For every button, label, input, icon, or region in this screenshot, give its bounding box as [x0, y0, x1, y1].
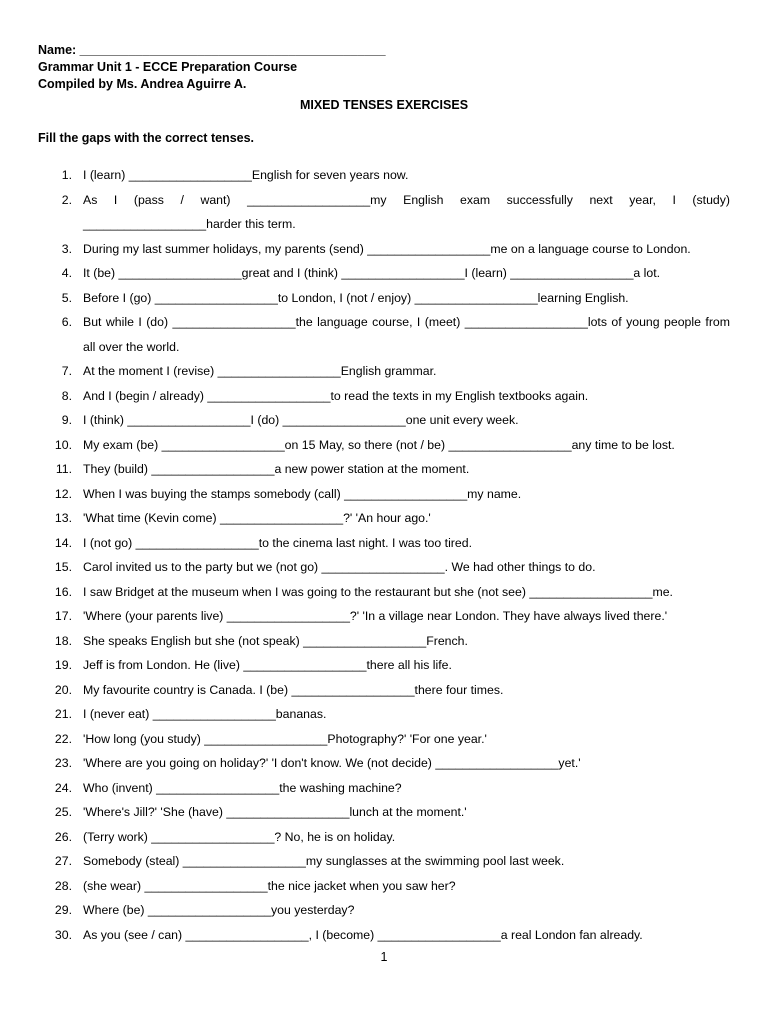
- exercise-text: During my last summer holidays, my parents (send) __________________me on a language course to London.: [83, 241, 691, 256]
- exercise-text: Who (invent) __________________the washing machine?: [83, 780, 402, 795]
- exercise-text: 'How long (you study) __________________Photography?' 'For one year.': [83, 731, 487, 746]
- exercise-number: 5.: [61, 290, 72, 305]
- exercise-number: 4.: [61, 266, 72, 280]
- exercise-text: (Terry work) __________________? No, he is on holiday.: [83, 829, 396, 844]
- exercise-text: I (learn) __________________English for seven years now.: [83, 168, 409, 182]
- exercise-number: 8.: [61, 388, 72, 403]
- exercise-text: As I (pass / want) __________________my English exam successfully next year, I (study) __________________harder this term.: [83, 192, 730, 231]
- exercise-item: [0, 800, 768, 825]
- exercise-text: My exam (be) __________________on 15 May, so there (not / be) __________________any time to be lost.: [83, 437, 675, 452]
- exercise-item: [0, 898, 768, 923]
- exercise-number: 19.: [54, 658, 72, 672]
- exercise-text: They (build) __________________a new power station at the moment.: [83, 462, 470, 476]
- exercise-text: As you (see / can) __________________, I (become) __________________a real London fan already.: [83, 927, 643, 942]
- page-number: 1: [380, 950, 388, 964]
- exercise-item: [0, 923, 768, 948]
- exercise-item: [0, 531, 768, 556]
- exercise-item: [0, 408, 768, 433]
- exercise-item: [0, 310, 768, 359]
- exercise-number: 22.: [54, 731, 72, 746]
- exercise-item: [0, 678, 768, 703]
- exercise-text: 'Where are you going on holiday?' 'I don't know. We (not decide) __________________yet.': [83, 756, 581, 770]
- unit-line: Grammar Unit 1 - ECCE Preparation Course: [38, 60, 298, 74]
- exercise-number: 20.: [54, 682, 72, 697]
- exercise-text: 'What time (Kevin come) __________________?' 'An hour ago.': [83, 511, 431, 525]
- exercise-text: Somebody (steal) __________________my sunglasses at the swimming pool last week.: [83, 854, 565, 868]
- exercise-number: 10.: [54, 437, 72, 452]
- exercise-text: (she wear) __________________the nice jacket when you saw her?: [83, 878, 456, 893]
- exercise-item: [0, 482, 768, 507]
- exercise-item: [0, 359, 768, 384]
- exercise-text: I saw Bridget at the museum when I was going to the restaurant but she (not see) __________________me.: [83, 584, 673, 599]
- exercise-item: [0, 702, 768, 727]
- exercise-item: [0, 555, 768, 580]
- exercise-number: 29.: [54, 903, 72, 917]
- exercise-item: [0, 188, 768, 237]
- exercise-number: 28.: [54, 878, 72, 893]
- worksheet-header: [38, 42, 386, 93]
- exercise-item: [0, 825, 768, 850]
- exercise-item: [0, 874, 768, 899]
- exercise-number: 12.: [54, 486, 72, 501]
- instructions: Fill the gaps with the correct tenses.: [38, 131, 255, 145]
- exercise-item: [0, 286, 768, 311]
- exercise-text: I (think) __________________I (do) __________________one unit every week.: [83, 413, 519, 427]
- exercise-number: 21.: [54, 707, 72, 721]
- exercise-text: Jeff is from London. He (live) __________________there all his life.: [83, 658, 452, 672]
- exercise-number: 17.: [54, 609, 72, 623]
- exercise-item: [0, 604, 768, 629]
- exercise-text: She speaks English but she (not speak) __________________French.: [83, 633, 468, 648]
- exercise-list: [0, 163, 768, 947]
- exercise-text: Carol invited us to the party but we (not go) __________________. We had other things to do.: [83, 560, 596, 574]
- exercise-text: 'Where's Jill?' 'She (have) __________________lunch at the moment.': [83, 805, 467, 819]
- exercise-item: [0, 457, 768, 482]
- exercise-text: At the moment I (revise) __________________English grammar.: [83, 364, 437, 378]
- exercise-number: 9.: [61, 413, 72, 427]
- exercise-text: I (never eat) __________________bananas.: [83, 707, 327, 721]
- exercise-text: When I was buying the stamps somebody (call) __________________my name.: [83, 486, 522, 501]
- exercise-text: But while I (do) __________________the language course, I (meet) __________________lots of young people from all over the world.: [83, 315, 730, 354]
- exercise-number: 6.: [61, 315, 72, 329]
- exercise-text: Where (be) __________________you yesterday?: [83, 903, 355, 917]
- exercise-number: 3.: [61, 241, 72, 256]
- exercise-number: 16.: [54, 584, 72, 599]
- exercise-item: [0, 163, 768, 188]
- exercise-number: 7.: [61, 364, 72, 378]
- exercise-item: [0, 849, 768, 874]
- exercise-item: [0, 751, 768, 776]
- exercise-text: 'Where (your parents live) __________________?' 'In a village near London. They have always lived there.': [83, 609, 668, 623]
- exercise-number: 30.: [54, 927, 72, 942]
- exercise-number: 24.: [54, 780, 72, 795]
- exercise-number: 13.: [54, 511, 72, 525]
- exercise-item: [0, 506, 768, 531]
- exercise-number: 14.: [54, 535, 72, 550]
- exercise-number: 18.: [54, 633, 72, 648]
- exercise-text: It (be) __________________great and I (think) __________________I (learn) __________________a lot.: [83, 266, 661, 280]
- compiled-by-line: Compiled by Ms. Andrea Aguirre A.: [38, 77, 247, 91]
- exercise-item: [0, 653, 768, 678]
- exercise-text: Before I (go) __________________to London, I (not / enjoy) __________________learning English.: [83, 290, 629, 305]
- exercise-number: 27.: [54, 854, 72, 868]
- exercise-item: [0, 237, 768, 262]
- exercise-item: [0, 629, 768, 654]
- exercise-text: And I (begin / already) __________________to read the texts in my English textbooks again.: [83, 388, 589, 403]
- exercise-text: My favourite country is Canada. I (be) __________________there four times.: [83, 682, 504, 697]
- exercise-item: [0, 261, 768, 286]
- exercise-item: [0, 433, 768, 458]
- exercise-number: 2.: [61, 192, 72, 207]
- name-line: Name: ____________________________________________: [38, 43, 386, 57]
- exercise-number: 1.: [61, 168, 72, 182]
- worksheet-title: MIXED TENSES EXERCISES: [299, 98, 469, 112]
- exercise-number: 26.: [54, 829, 72, 844]
- exercise-number: 11.: [55, 462, 72, 476]
- exercise-item: [0, 580, 768, 605]
- exercise-item: [0, 727, 768, 752]
- exercise-item: [0, 776, 768, 801]
- exercise-text: I (not go) __________________to the cinema last night. I was too tired.: [83, 535, 472, 550]
- exercise-item: [0, 384, 768, 409]
- exercise-number: 23.: [54, 756, 72, 770]
- exercise-number: 25.: [54, 805, 72, 819]
- exercise-number: 15.: [54, 560, 72, 574]
